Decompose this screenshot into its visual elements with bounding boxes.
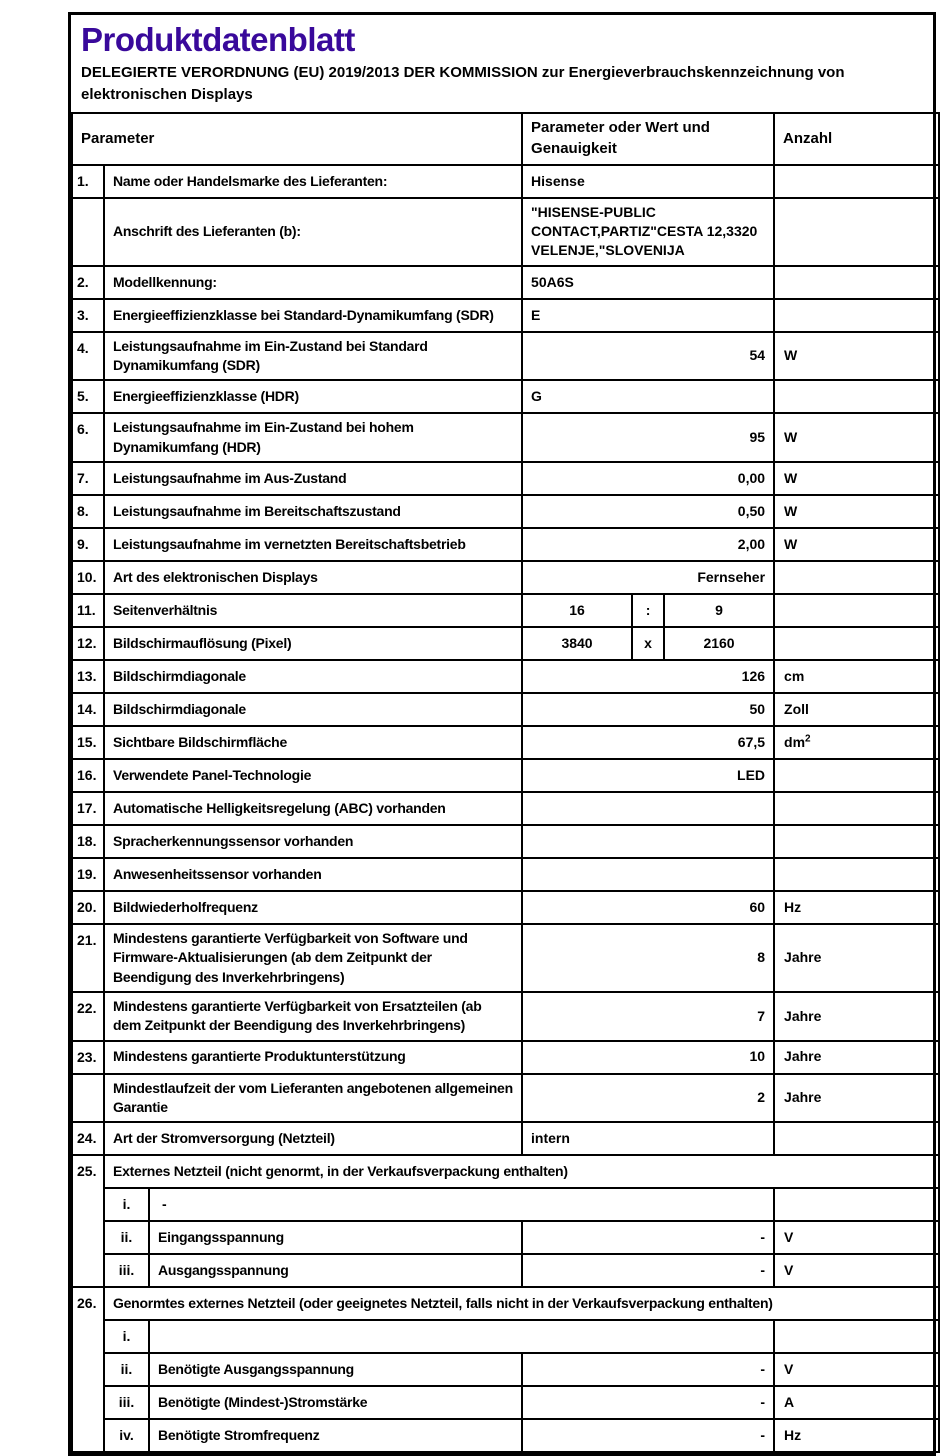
param-label: Eingangsspannung — [149, 1221, 522, 1254]
param-value: - — [522, 1221, 774, 1254]
param-value: 54 — [522, 332, 774, 381]
param-label: Bildschirmdiagonale — [104, 693, 522, 726]
param-value: Hisense — [522, 165, 774, 198]
param-label: Mindestlaufzeit der vom Lieferanten angebotenen allgemeinen Garantie — [104, 1074, 522, 1123]
sub-row-number: ii. — [104, 1221, 149, 1254]
row-number: 16. — [72, 759, 104, 792]
param-label: Bildwiederholfrequenz — [104, 891, 522, 924]
param-value: 67,5 — [522, 726, 774, 759]
sub-row-number: ii. — [104, 1353, 149, 1386]
unit-cell: W — [774, 332, 939, 381]
row-power-supply-type — [72, 1122, 939, 1155]
unit-cell — [774, 380, 939, 413]
param-value: 7 — [522, 992, 774, 1041]
param-label: Benötigte Ausgangsspannung — [149, 1353, 522, 1386]
param-value: "HISENSE-PUBLIC CONTACT,PARTIZ"CESTA 12,3320 VELENJE,"SLOVENIJA — [522, 198, 774, 266]
param-value: 8 — [522, 924, 774, 992]
row-diagonal-inch — [72, 693, 939, 726]
param-value: 2,00 — [522, 528, 774, 561]
param-label: Automatische Helligkeitsregelung (ABC) vorhanden — [104, 792, 522, 825]
row-number — [72, 1074, 104, 1123]
param-label: Leistungsaufnahme im vernetzten Bereitschaftsbetrieb — [104, 528, 522, 561]
row-supplier-name — [72, 165, 939, 198]
param-value: 10 — [522, 1041, 774, 1074]
unit-cell: Hz — [774, 1419, 939, 1452]
row-hdr-power — [72, 413, 939, 462]
row-required-frequency — [72, 1419, 939, 1452]
unit-cell: cm — [774, 660, 939, 693]
section-label: Genormtes externes Netzteil (oder geeignetes Netzteil, falls nicht in der Verkaufsverpackung enthalten) — [104, 1287, 939, 1320]
row-networked-standby-power — [72, 528, 939, 561]
param-value — [522, 792, 774, 825]
param-label: Leistungsaufnahme im Bereitschaftszustand — [104, 495, 522, 528]
unit-cell: W — [774, 413, 939, 462]
param-label: Art des elektronischen Displays — [104, 561, 522, 594]
row-input-voltage — [72, 1221, 939, 1254]
param-label: Energieeffizienzklasse (HDR) — [104, 380, 522, 413]
row-firmware-availability — [72, 924, 939, 992]
row-external-psu-section — [72, 1155, 939, 1188]
unit-cell — [774, 726, 939, 759]
row-number: 1. — [72, 165, 104, 198]
row-number: 2. — [72, 266, 104, 299]
ratio-width: 16 — [522, 594, 632, 627]
param-value: 50 — [522, 693, 774, 726]
param-label: Bildschirmdiagonale — [104, 660, 522, 693]
row-required-output-voltage — [72, 1353, 939, 1386]
row-number: 12. — [72, 627, 104, 660]
unit-cell — [774, 858, 939, 891]
param-label: Anwesenheitssensor vorhanden — [104, 858, 522, 891]
row-number: 14. — [72, 693, 104, 726]
row-number — [72, 198, 104, 266]
unit-cell: Jahre — [774, 1041, 939, 1074]
sub-row-number: i. — [104, 1320, 149, 1353]
param-value: 60 — [522, 891, 774, 924]
unit-cell: W — [774, 495, 939, 528]
sub-row-number: iv. — [104, 1419, 149, 1452]
param-value: 0,50 — [522, 495, 774, 528]
unit-cell: Jahre — [774, 1074, 939, 1123]
param-label: Anschrift des Lieferanten (b): — [104, 198, 522, 266]
row-hdr-class — [72, 380, 939, 413]
row-warranty — [72, 1074, 939, 1123]
header-parameter: Parameter — [72, 113, 522, 164]
document-header — [71, 15, 933, 112]
row-resolution — [72, 627, 939, 660]
resolution-separator: x — [632, 627, 664, 660]
param-label: Mindestens garantierte Produktunterstützung — [104, 1041, 522, 1074]
sub-row-number: i. — [104, 1188, 149, 1221]
row-sdr-power — [72, 332, 939, 381]
param-value: E — [522, 299, 774, 332]
row-number: 22. — [72, 992, 104, 1041]
param-value: 50A6S — [522, 266, 774, 299]
subtitle-line-2: elektronischen Displays — [81, 85, 253, 103]
param-value: 95 — [522, 413, 774, 462]
row-display-type — [72, 561, 939, 594]
row-voice-sensor — [72, 825, 939, 858]
unit-cell — [774, 759, 939, 792]
param-value: 2 — [522, 1074, 774, 1123]
row-number: 3. — [72, 299, 104, 332]
row-product-support — [72, 1041, 939, 1074]
param-value — [522, 825, 774, 858]
row-external-psu-i — [72, 1188, 939, 1221]
row-model — [72, 266, 939, 299]
unit-cell: A — [774, 1386, 939, 1419]
param-value: G — [522, 380, 774, 413]
datasheet-table — [71, 112, 940, 1453]
row-number: 9. — [72, 528, 104, 561]
param-value: - — [149, 1188, 774, 1221]
param-value — [149, 1320, 774, 1353]
row-required-current — [72, 1386, 939, 1419]
param-value: - — [522, 1353, 774, 1386]
row-number: 19. — [72, 858, 104, 891]
unit-cell — [774, 299, 939, 332]
unit-cell: Jahre — [774, 924, 939, 992]
row-diagonal-cm — [72, 660, 939, 693]
unit-cell — [774, 1188, 939, 1221]
row-number: 21. — [72, 924, 104, 992]
param-label: Seitenverhältnis — [104, 594, 522, 627]
document-frame — [68, 12, 936, 1456]
ratio-height: 9 — [664, 594, 774, 627]
param-label: Ausgangsspannung — [149, 1254, 522, 1287]
param-label: Spracherkennungssensor vorhanden — [104, 825, 522, 858]
row-number: 6. — [72, 413, 104, 462]
row-supplier-address — [72, 198, 939, 266]
row-off-power — [72, 462, 939, 495]
row-spare-parts — [72, 992, 939, 1041]
param-label: Leistungsaufnahme im Aus-Zustand — [104, 462, 522, 495]
param-value: - — [522, 1254, 774, 1287]
unit-cell — [774, 561, 939, 594]
header-count: Anzahl — [774, 113, 939, 164]
sub-row-number: iii. — [104, 1254, 149, 1287]
ratio-separator: : — [632, 594, 664, 627]
param-label: Bildschirmauflösung (Pixel) — [104, 627, 522, 660]
param-label: Energieeffizienzklasse bei Standard-Dynamikumfang (SDR) — [104, 299, 522, 332]
unit-cell: W — [774, 462, 939, 495]
row-sdr-class — [72, 299, 939, 332]
param-value: - — [522, 1419, 774, 1452]
unit-cell: Jahre — [774, 992, 939, 1041]
row-output-voltage — [72, 1254, 939, 1287]
unit-cell — [774, 198, 939, 266]
row-number: 5. — [72, 380, 104, 413]
row-standard-psu-i — [72, 1320, 939, 1353]
unit-cell — [774, 594, 939, 627]
row-number: 10. — [72, 561, 104, 594]
unit-cell — [774, 266, 939, 299]
row-panel-technology — [72, 759, 939, 792]
row-number: 7. — [72, 462, 104, 495]
row-refresh-rate — [72, 891, 939, 924]
param-label: Modellkennung: — [104, 266, 522, 299]
param-label: Leistungsaufnahme im Ein-Zustand bei hohem Dynamikumfang (HDR) — [104, 413, 522, 462]
unit-cell: Zoll — [774, 693, 939, 726]
unit-cell — [774, 165, 939, 198]
row-number: 13. — [72, 660, 104, 693]
row-presence-sensor — [72, 858, 939, 891]
regulation-subtitle — [81, 62, 923, 106]
param-value: 0,00 — [522, 462, 774, 495]
unit-text: dm — [784, 733, 806, 750]
param-label: Verwendete Panel-Technologie — [104, 759, 522, 792]
param-value: 126 — [522, 660, 774, 693]
row-number: 20. — [72, 891, 104, 924]
param-label: Leistungsaufnahme im Ein-Zustand bei Standard Dynamikumfang (SDR) — [104, 332, 522, 381]
section-label: Externes Netzteil (nicht genormt, in der Verkaufsverpackung enthalten) — [104, 1155, 939, 1188]
unit-cell — [774, 1122, 939, 1155]
param-label: Mindestens garantierte Verfügbarkeit von Software und Firmware-Aktualisierungen (ab dem Zeitpunkt der Beendigung des Inverkehrbringens) — [104, 924, 522, 992]
param-label: Name oder Handelsmarke des Lieferanten: — [104, 165, 522, 198]
unit-cell: Hz — [774, 891, 939, 924]
unit-cell: V — [774, 1254, 939, 1287]
row-number: 18. — [72, 825, 104, 858]
unit-superscript: 2 — [805, 733, 811, 745]
page-title: Produktdatenblatt — [81, 21, 355, 58]
param-value — [522, 858, 774, 891]
subtitle-line-1: DELEGIERTE VERORDNUNG (EU) 2019/2013 DER KOMMISSION zur Energieverbrauchskennzeichnung von — [81, 63, 845, 81]
row-number: 11. — [72, 594, 104, 627]
row-standby-power — [72, 495, 939, 528]
param-value: intern — [522, 1122, 774, 1155]
row-number: 8. — [72, 495, 104, 528]
resolution-height: 2160 — [664, 627, 774, 660]
row-number: 25. — [72, 1155, 104, 1287]
param-value: LED — [522, 759, 774, 792]
row-standard-psu-section — [72, 1287, 939, 1320]
row-aspect-ratio — [72, 594, 939, 627]
param-value: Fernseher — [522, 561, 774, 594]
param-label: Mindestens garantierte Verfügbarkeit von Ersatzteilen (ab dem Zeitpunkt der Beendigung des Inverkehrbringens) — [104, 992, 522, 1041]
param-label: Sichtbare Bildschirmfläche — [104, 726, 522, 759]
resolution-width: 3840 — [522, 627, 632, 660]
param-label: Benötigte (Mindest-)Stromstärke — [149, 1386, 522, 1419]
row-abc-available — [72, 792, 939, 825]
param-label: Benötigte Stromfrequenz — [149, 1419, 522, 1452]
param-label: Art der Stromversorgung (Netzteil) — [104, 1122, 522, 1155]
header-row — [72, 113, 939, 164]
row-number: 26. — [72, 1287, 104, 1452]
unit-cell — [774, 825, 939, 858]
row-number: 4. — [72, 332, 104, 381]
sub-row-number: iii. — [104, 1386, 149, 1419]
row-number: 24. — [72, 1122, 104, 1155]
row-visible-area — [72, 726, 939, 759]
unit-cell: V — [774, 1221, 939, 1254]
unit-cell — [774, 627, 939, 660]
row-number: 17. — [72, 792, 104, 825]
header-value: Parameter oder Wert und Genauigkeit — [522, 113, 774, 164]
unit-cell — [774, 1320, 939, 1353]
row-number: 15. — [72, 726, 104, 759]
unit-cell: V — [774, 1353, 939, 1386]
row-number: 23. — [72, 1041, 104, 1074]
unit-cell — [774, 792, 939, 825]
param-value: - — [522, 1386, 774, 1419]
unit-cell: W — [774, 528, 939, 561]
